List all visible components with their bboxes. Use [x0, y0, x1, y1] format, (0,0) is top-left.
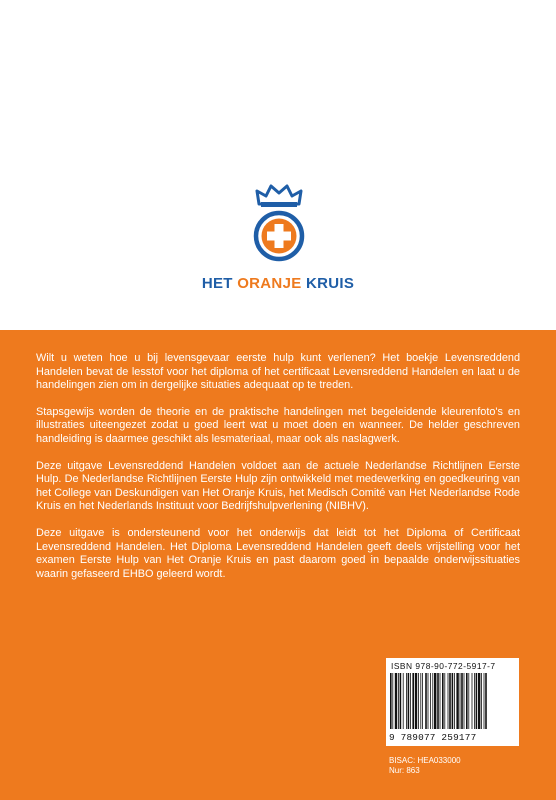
- paragraph-education: Deze uitgave is ondersteunend voor het onderwijs dat leidt tot het Diploma of Certificaat Levensreddend Handelen. Het Diploma Levensreddend Handelen geeft deels vrijstelling voor het examen Eerste Hulp van Het Oranje Kruis en past daarom goed in bepaalde onderwijssituaties waarin gefaseerd EHBO geleerd wordt.: [36, 526, 520, 580]
- paragraph-guidelines: Deze uitgave Levensreddend Handelen voldoet aan de actuele Nederlandse Richtlijnen Eerste Hulp. De Nederlandse Richtlijnen Eerste Hulp zijn ontwikkeld met medewerking en goedkeuring van het College van Deskundigen van Het Oranje Kruis, het Medisch Comité van Het Nederlandse Rode Kruis en het Nederlands Instituut voor Bedrijfshulpverlening (NIBHV).: [36, 459, 520, 513]
- barcode-bar: [484, 673, 485, 729]
- barcode-bar: [468, 673, 469, 729]
- bisac-code: BISAC: HEA033000: [389, 756, 461, 765]
- barcode-bar: [481, 673, 482, 729]
- barcode-bar: [428, 673, 429, 729]
- barcode-icon: [390, 673, 515, 733]
- cover-top-panel: [0, 0, 556, 330]
- bisac-info: [389, 756, 461, 776]
- barcode-bar: [415, 673, 417, 729]
- barcode-bar: [422, 673, 423, 729]
- barcode-bar: [437, 673, 439, 729]
- barcode-bar: [410, 673, 411, 729]
- barcode-bar: [418, 673, 419, 729]
- barcode-bar: [454, 673, 455, 729]
- barcode-bar: [452, 673, 454, 729]
- barcode-bar: [485, 673, 487, 729]
- barcode-bar: [456, 673, 458, 729]
- barcode-bar: [408, 673, 410, 729]
- barcode-bar: [403, 673, 404, 729]
- barcode-bar: [442, 673, 444, 729]
- isbn-label: ISBN 978-90-772-5917-7: [391, 661, 496, 671]
- barcode-bar: [434, 673, 436, 729]
- barcode-digits: 9 789077 259177: [389, 732, 477, 743]
- barcode-bar: [420, 673, 421, 729]
- barcode-bar: [474, 673, 475, 729]
- barcode-bar: [444, 673, 445, 729]
- paragraph-intro: Wilt u weten hoe u bij levensgevaar eerste hulp kunt verlenen? Het boekje Levensreddend Handelen bevat de lesstof voor het diploma of het certificaat Levensreddend Handelen en laat u de handelingen zien om in dergelijke situaties adequaat op te treden.: [36, 352, 520, 392]
- barcode-bar: [395, 673, 397, 729]
- barcode-bar: [478, 673, 480, 729]
- barcode-bar: [392, 673, 393, 729]
- barcode-bar: [472, 673, 473, 729]
- brand-word-het: HET: [201, 275, 233, 292]
- barcode-box: [386, 658, 519, 746]
- barcode-bar: [440, 673, 441, 729]
- barcode-bar: [432, 673, 433, 729]
- barcode-bar: [448, 673, 449, 729]
- brand-wordmark: [0, 275, 556, 292]
- barcode-bar: [449, 673, 451, 729]
- barcode-bar: [461, 673, 463, 729]
- brand-word-oranje: ORANJE: [237, 275, 302, 292]
- barcode-bar: [412, 673, 414, 729]
- nur-code: Nur: 863: [389, 766, 420, 775]
- brand-word-kruis: KRUIS: [305, 275, 355, 292]
- barcode-bar: [466, 673, 468, 729]
- barcode-bar: [400, 673, 402, 729]
- barcode-bar: [430, 673, 431, 729]
- paragraph-method: Stapsgewijs worden de theorie en de praktische handelingen met begeleidende kleurenfoto's en illustraties uiteengezet zodat u goed leert wat u moet doen en wanneer. De helder geschreven handleiding is daarmee geschikt als lesmateriaal, maar ook als naslagwerk.: [36, 405, 520, 445]
- barcode-bar: [460, 673, 461, 729]
- barcode-bar: [390, 673, 392, 729]
- barcode-bar: [406, 673, 407, 729]
- crown-cross-emblem-icon: [253, 182, 305, 266]
- barcode-bar: [425, 673, 427, 729]
- back-cover-text: [36, 352, 520, 594]
- barcode-bar: [464, 673, 465, 729]
- barcode-bar: [398, 673, 399, 729]
- barcode-bar: [476, 673, 478, 729]
